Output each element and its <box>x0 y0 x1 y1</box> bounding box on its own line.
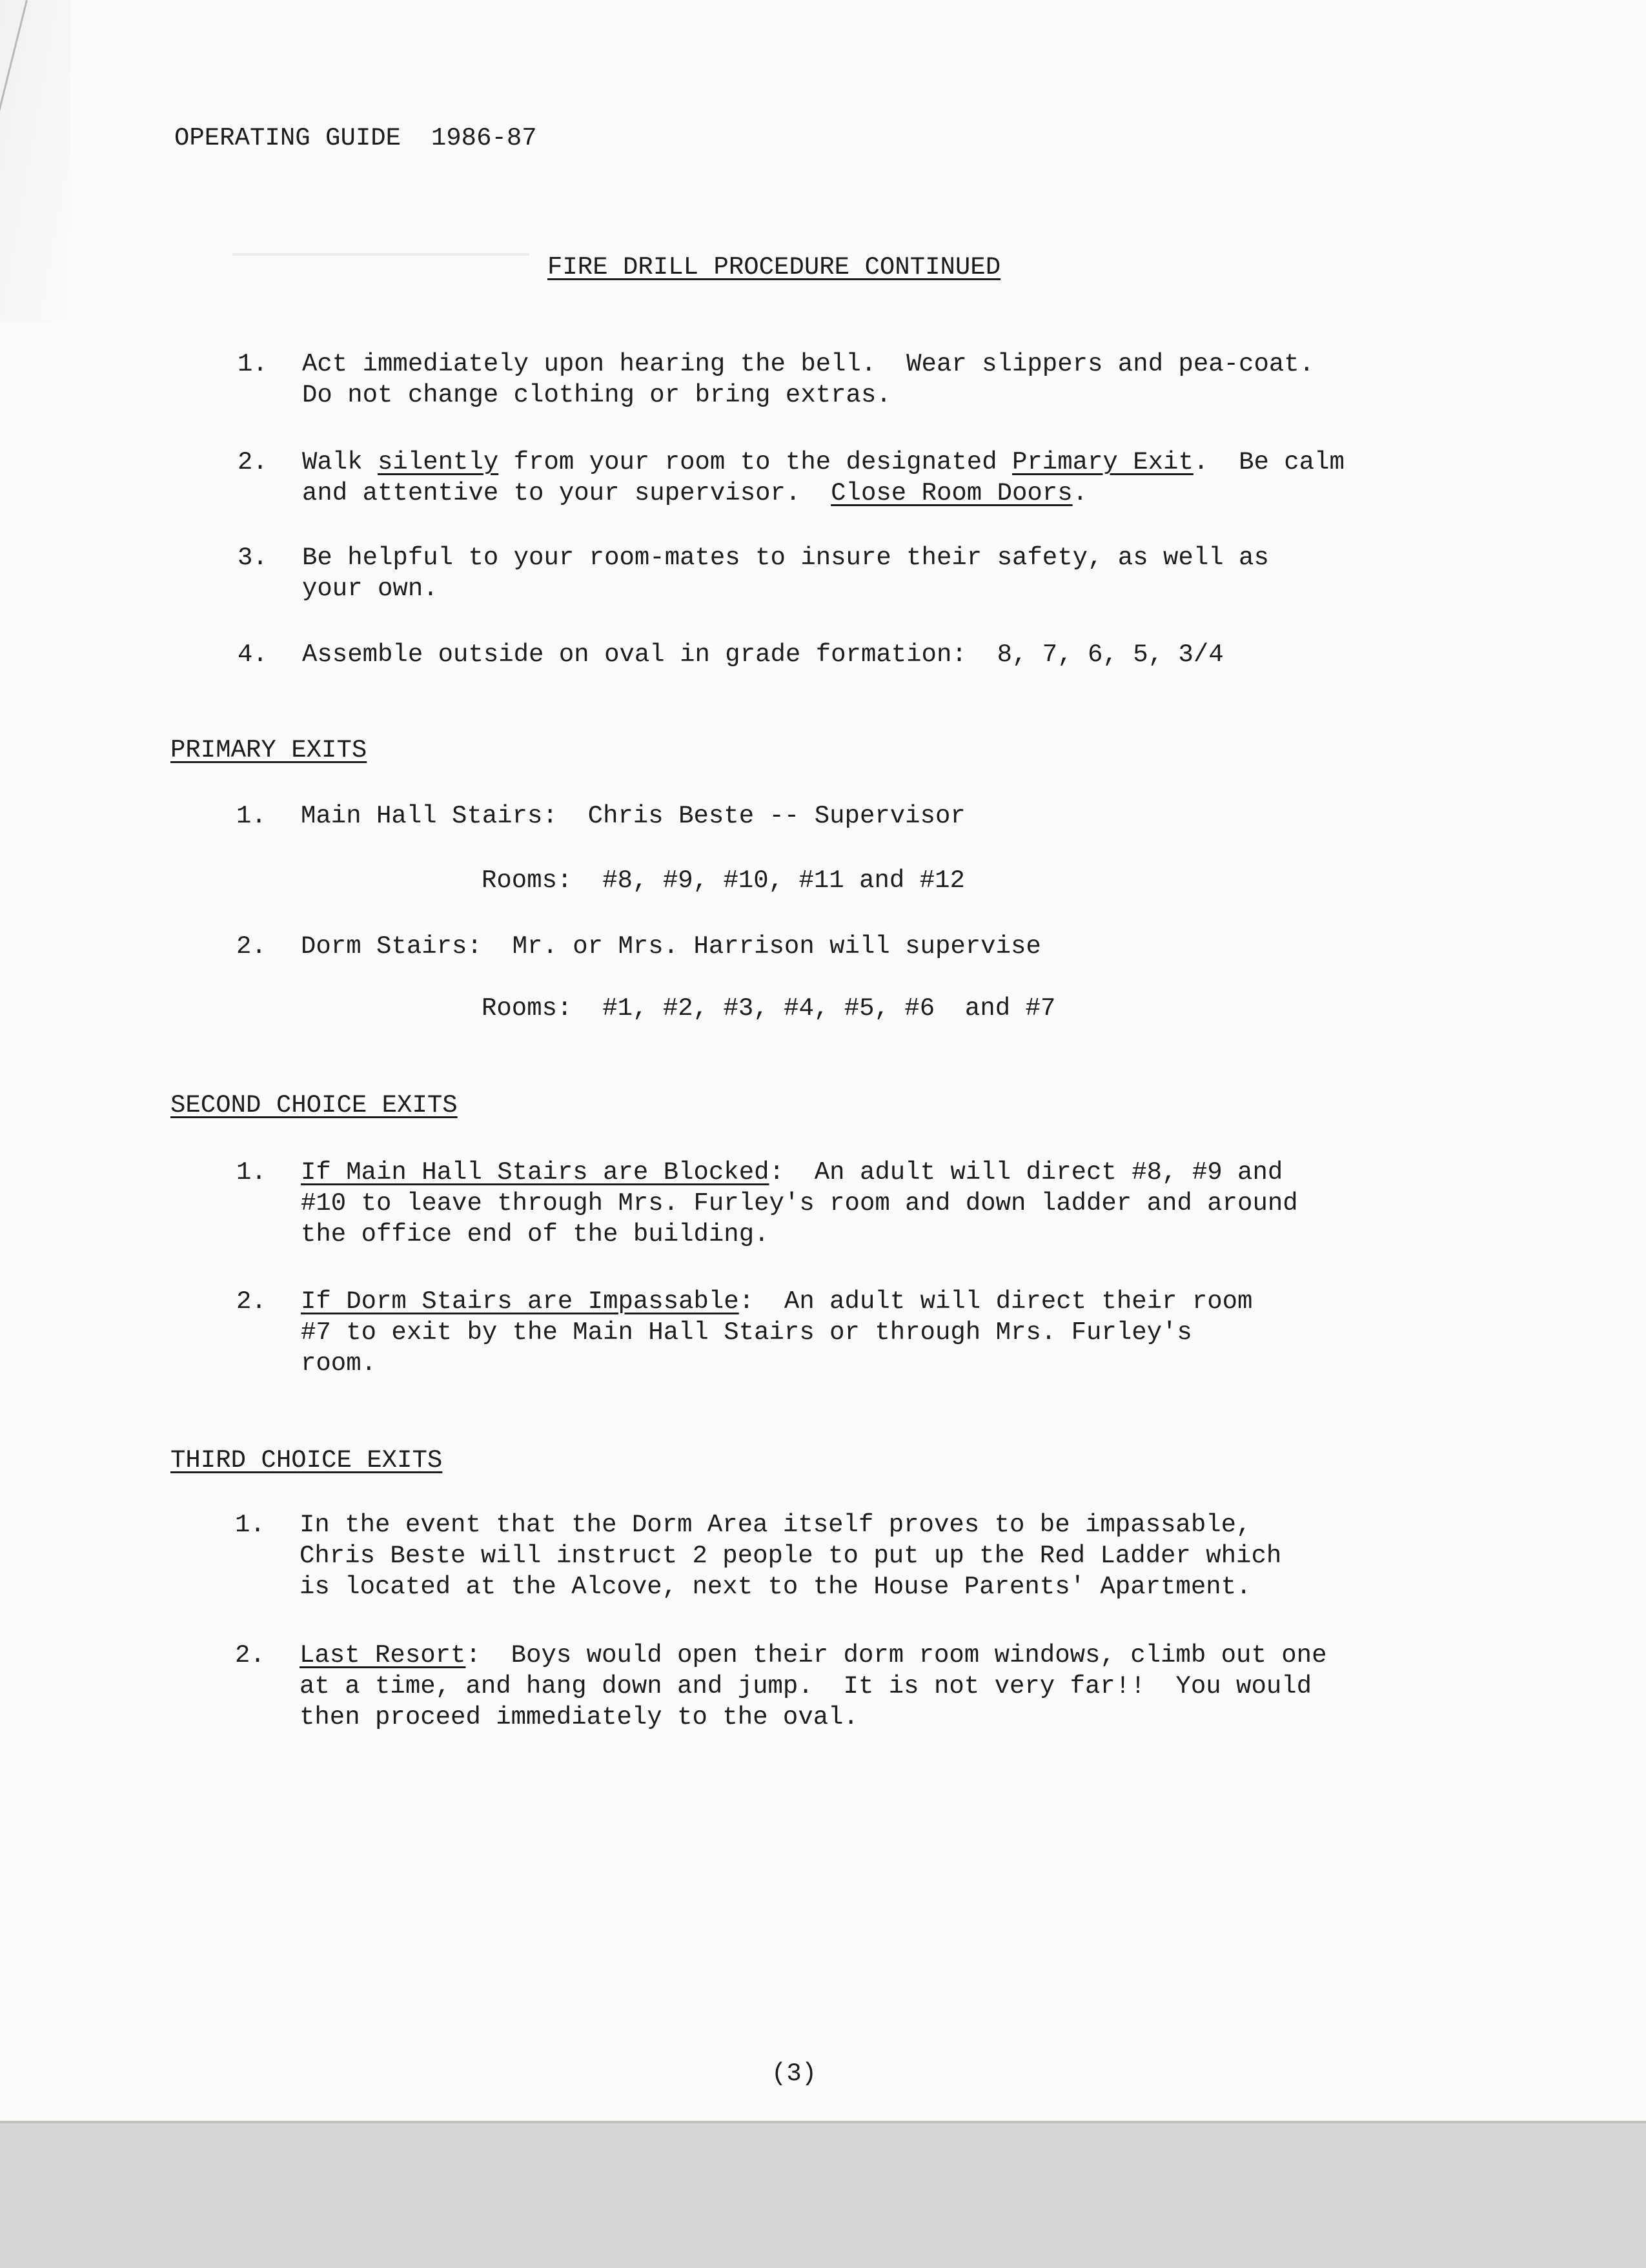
procedure-num-4: 4. <box>238 640 268 669</box>
primary-exit-num-2: 2. <box>236 932 267 961</box>
page-number: (3) <box>771 2059 817 2088</box>
third-choice-2-line-3: then proceed immediately to the oval. <box>300 1703 859 1732</box>
second-choice-num-2: 2. <box>236 1287 267 1316</box>
scan-background <box>0 2121 1646 2268</box>
second-choice-num-1: 1. <box>236 1158 267 1187</box>
procedure-num-3: 3. <box>238 544 268 572</box>
third-choice-1-line-1: In the event that the Dorm Area itself proves to be impassable, <box>300 1511 1252 1539</box>
procedure-3-line-2: your own. <box>302 575 438 603</box>
second-choice-2-line-2: #7 to exit by the Main Hall Stairs or through Mrs. Furley's <box>301 1318 1192 1347</box>
underlined-main-hall-blocked: If Main Hall Stairs are Blocked <box>301 1158 769 1187</box>
procedure-2-line-2: and attentive to your supervisor. Close Room Doors. <box>302 479 1088 507</box>
document-title: OPERATING GUIDE 1986-87 <box>174 124 537 152</box>
second-choice-2-line-3: room. <box>301 1349 377 1378</box>
second-choice-heading: SECOND CHOICE EXITS <box>170 1091 458 1119</box>
primary-exit-num-1: 1. <box>236 802 267 830</box>
third-choice-2-line-2: at a time, and hang down and jump. It is not very far!! You would <box>300 1672 1312 1701</box>
second-choice-2-line-1: If Dorm Stairs are Impassable: An adult will direct their room <box>301 1287 1253 1316</box>
procedure-4-line-1: Assemble outside on oval in grade formation: 8, 7, 6, 5, 3/4 <box>302 640 1224 669</box>
second-choice-1-line-1: If Main Hall Stairs are Blocked: An adult will direct #8, #9 and <box>301 1158 1283 1187</box>
second-choice-1-line-3: the office end of the building. <box>301 1220 769 1249</box>
procedure-3-line-1: Be helpful to your room-mates to insure their safety, as well as <box>302 544 1269 572</box>
underlined-silently: silently <box>378 448 499 476</box>
third-choice-num-1: 1. <box>235 1511 265 1539</box>
primary-exits-heading: PRIMARY EXITS <box>170 736 367 764</box>
third-choice-1-line-2: Chris Beste will instruct 2 people to put up the Red Ladder which <box>300 1542 1282 1570</box>
procedure-num-1: 1. <box>238 350 268 378</box>
primary-exit-1-text: Main Hall Stairs: Chris Beste -- Supervisor <box>301 802 966 830</box>
third-choice-num-2: 2. <box>235 1641 265 1670</box>
underlined-last-resort: Last Resort <box>300 1641 466 1670</box>
underlined-dorm-impassable: If Dorm Stairs are Impassable <box>301 1287 739 1316</box>
third-choice-1-line-3: is located at the Alcove, next to the House Parents' Apartment. <box>300 1573 1252 1601</box>
procedure-num-2: 2. <box>238 448 268 476</box>
primary-exit-2-rooms: Rooms: #1, #2, #3, #4, #5, #6 and #7 <box>482 994 1056 1023</box>
second-choice-1-line-2: #10 to leave through Mrs. Furley's room and down ladder and around <box>301 1189 1298 1218</box>
third-choice-2-line-1: Last Resort: Boys would open their dorm room windows, climb out one <box>300 1641 1327 1670</box>
procedure-1-line-1: Act immediately upon hearing the bell. Wear slippers and pea-coat. <box>302 350 1315 378</box>
procedure-1-line-2: Do not change clothing or bring extras. <box>302 381 891 409</box>
page-fold-shadow <box>0 0 71 323</box>
section-title: FIRE DRILL PROCEDURE CONTINUED <box>547 253 1001 281</box>
third-choice-heading: THIRD CHOICE EXITS <box>170 1446 443 1475</box>
underlined-primary-exit: Primary Exit <box>1012 448 1194 476</box>
primary-exit-1-rooms: Rooms: #8, #9, #10, #11 and #12 <box>482 866 965 895</box>
underlined-close-room-doors: Close Room Doors <box>831 479 1073 507</box>
primary-exit-2-text: Dorm Stairs: Mr. or Mrs. Harrison will supervise <box>301 932 1041 961</box>
procedure-2-line-1: Walk silently from your room to the designated Primary Exit. Be calm <box>302 448 1345 476</box>
